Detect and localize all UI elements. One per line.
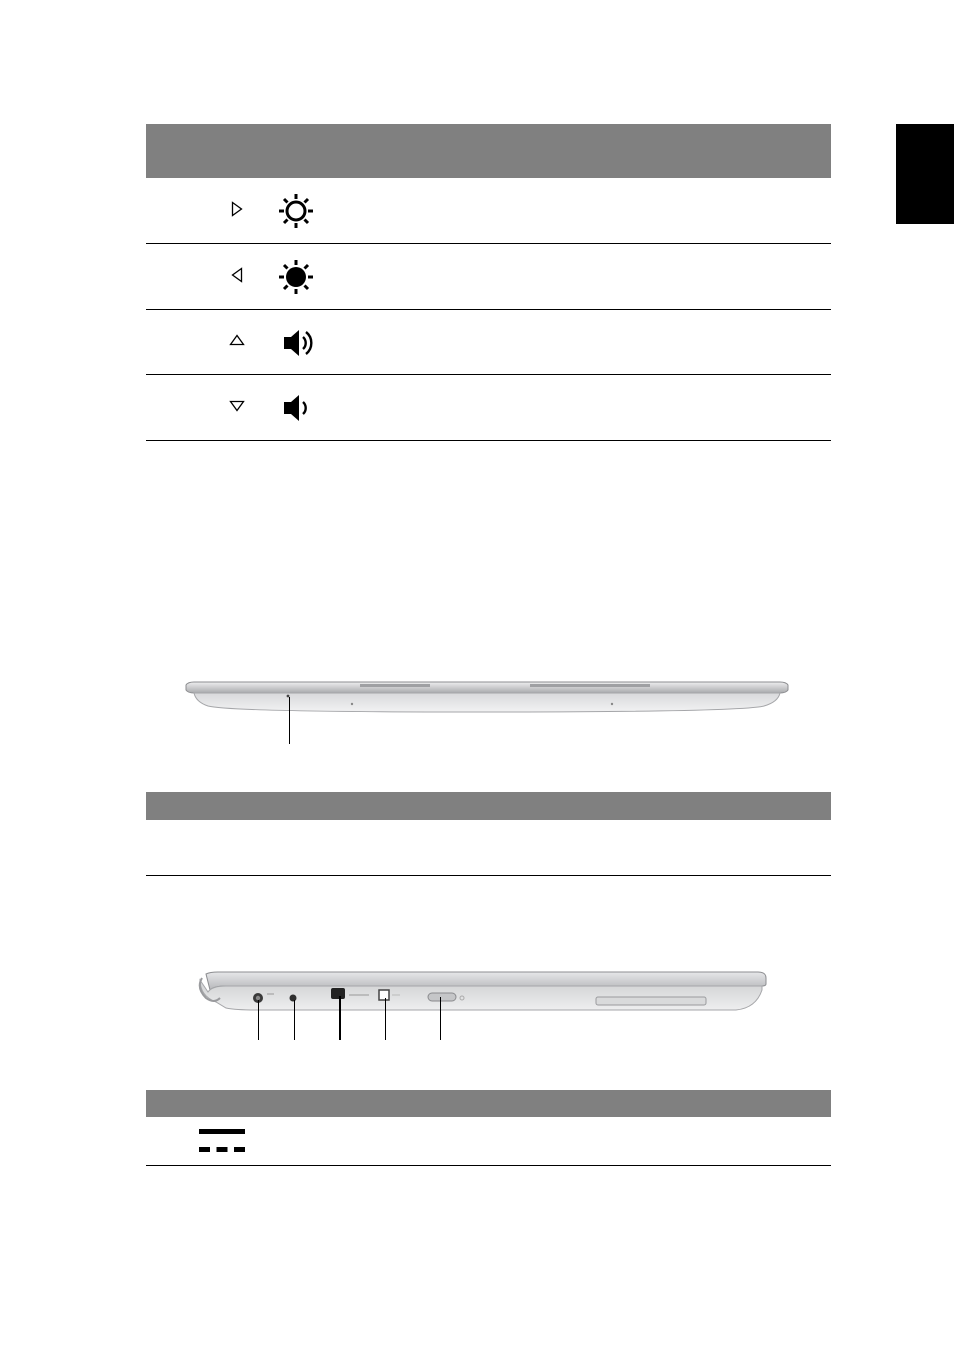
language-tab (896, 124, 954, 224)
right-triangle-icon (231, 201, 243, 217)
row-divider (146, 875, 831, 876)
left-view-illustration (196, 968, 770, 1018)
volume-up-icon (282, 328, 314, 358)
table-header (146, 792, 831, 820)
up-triangle-icon (229, 334, 245, 346)
brightness-down-icon (277, 258, 315, 296)
callout-line (440, 997, 441, 1040)
row-divider (146, 309, 831, 310)
row-divider (146, 440, 831, 441)
dc-power-icon (198, 1127, 246, 1157)
table-header (146, 1090, 831, 1117)
left-triangle-icon (231, 267, 243, 283)
callout-line (258, 1000, 259, 1040)
callout-line (339, 996, 341, 1040)
left-view-table (146, 1090, 831, 1170)
front-view-table (146, 792, 831, 878)
hotkey-table (146, 124, 831, 442)
brightness-up-icon (277, 192, 315, 230)
row-divider (146, 374, 831, 375)
front-view-illustration (180, 674, 794, 748)
callout-line (385, 998, 386, 1040)
table-header (146, 124, 831, 178)
callout-line (294, 1000, 295, 1040)
row-divider (146, 1165, 831, 1166)
callout-line (289, 697, 290, 744)
volume-down-icon (282, 393, 314, 423)
row-divider (146, 243, 831, 244)
down-triangle-icon (229, 400, 245, 412)
